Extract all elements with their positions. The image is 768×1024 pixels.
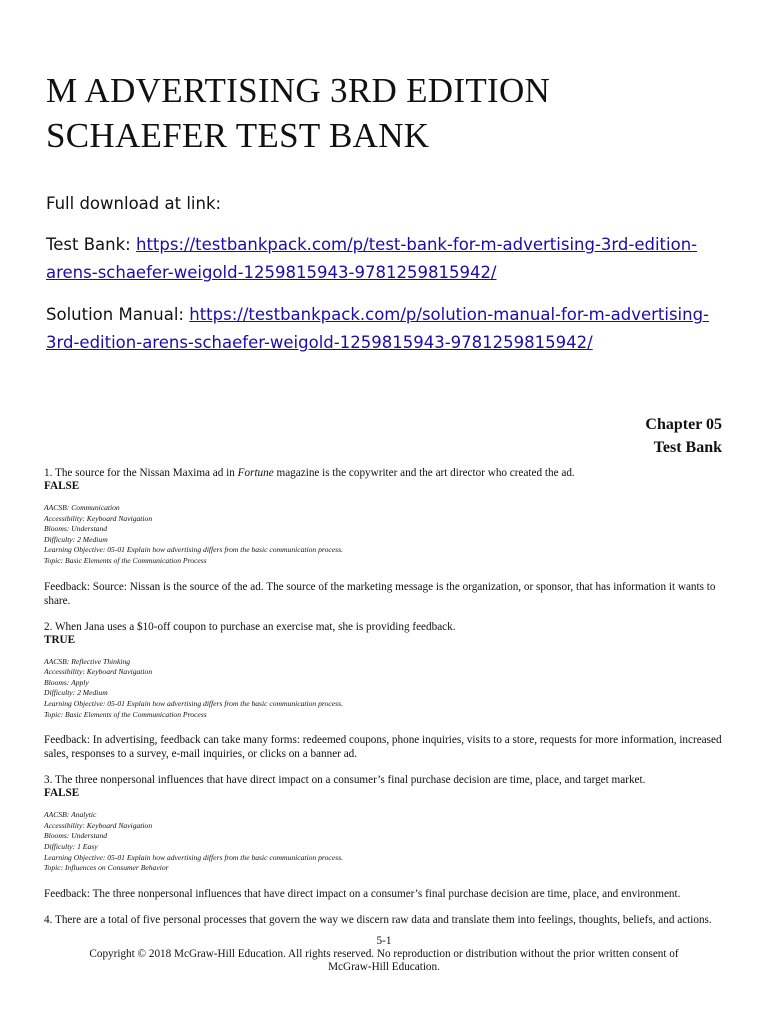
meta-line: Learning Objective: 05-01 Explain how advertising differs from the basic communication process. <box>44 852 343 862</box>
question-answer: FALSE <box>44 787 80 800</box>
meta-line: Accessibility: Keyboard Navigation <box>44 820 153 830</box>
question-feedback: Feedback: Source: Nissan is the source of the ad. The source of the marketing message is the organization, or sponsor, that has information it wants to share. <box>44 580 716 607</box>
meta-line: AACSB: Analytic <box>44 810 97 820</box>
meta-line: Difficulty: 1 Easy <box>44 841 98 851</box>
meta-line: Accessibility: Keyboard Navigation <box>44 513 153 523</box>
question-item <box>44 774 724 901</box>
question-text-part: 1. The source for the Nissan Maxima ad in <box>44 467 238 479</box>
meta-line: Learning Objective: 05-01 Explain how advertising differs from the basic communication process. <box>44 698 343 708</box>
meta-line: Topic: Basic Elements of the Communication Process <box>44 555 207 565</box>
meta-line: AACSB: Communication <box>44 503 120 512</box>
test-bank-url-line-1: https://testbankpack.com/p/test-bank-for-m-advertising-3rd-edition- <box>136 235 698 254</box>
test-bank-label: Test Bank: <box>46 235 136 254</box>
chapter-number: Chapter 05 <box>645 416 722 433</box>
question-feedback: Feedback: The three nonpersonal influences that have direct impact on a consumer’s final purchase decision are time, place, and environment. <box>44 887 681 900</box>
page-number: 5-1 <box>376 935 392 947</box>
question-text: 4. There are a total of five personal processes that govern the way we discern raw data and translate them into feelings, thoughts, beliefs, and actions. <box>44 913 712 926</box>
meta-line: Topic: Basic Elements of the Communication Process <box>44 709 207 719</box>
question-text: 3. The three nonpersonal influences that have direct impact on a consumer’s final purchase decision are time, place, and target market. <box>44 774 646 787</box>
meta-line: Learning Objective: 05-01 Explain how advertising differs from the basic communication process. <box>44 545 343 555</box>
question-list <box>44 467 724 927</box>
page-footer <box>40 935 728 974</box>
question-answer: FALSE <box>44 480 80 492</box>
meta-line: AACSB: Reflective Thinking <box>44 656 131 666</box>
question-metadata <box>44 503 724 567</box>
question-answer: TRUE <box>44 633 76 646</box>
question-metadata <box>44 810 724 874</box>
test-bank-link[interactable] <box>46 235 697 282</box>
question-item <box>44 621 724 762</box>
meta-line: Topic: Influences on Consumer Behavior <box>44 863 169 873</box>
question-text: 2. When Jana uses a $10-off coupon to purchase an exercise mat, she is providing feedback. <box>44 620 456 633</box>
meta-line: Difficulty: 2 Medium <box>44 688 108 698</box>
question-item <box>44 467 724 608</box>
meta-line: Blooms: Understand <box>44 524 108 534</box>
title-line-1: M ADVERTISING 3RD EDITION <box>46 71 551 110</box>
question-feedback: Feedback: In advertising, feedback can take many forms: redeemed coupons, phone inquiries, visits to a store, requests for more information, increased sales, responses to a survey, e-mail inquiries, or clicks on a banner ad. <box>44 734 722 761</box>
copyright-line-1: Copyright © 2018 McGraw-Hill Education. All rights reserved. No reproduction or distribution without the prior written consent of <box>89 948 679 960</box>
meta-line: Accessibility: Keyboard Navigation <box>44 667 153 677</box>
document-title <box>46 68 736 158</box>
solution-url-line-1: https://testbankpack.com/p/solution-manual-for-m-advertising- <box>189 305 710 324</box>
question-metadata <box>44 657 724 721</box>
meta-line: Blooms: Apply <box>44 677 89 687</box>
solution-manual-link-block <box>46 301 736 357</box>
magazine-title: Fortune <box>237 467 274 479</box>
question-text-part: magazine is the copywriter and the art director who created the ad. <box>273 467 575 479</box>
test-bank-url-line-2: arens-schaefer-weigold-1259815943-9781259815942/ <box>46 263 497 282</box>
copyright-line-2: McGraw-Hill Education. <box>328 961 440 973</box>
chapter-subtitle: Test Bank <box>653 439 722 456</box>
question-text <box>44 467 724 480</box>
meta-line: Difficulty: 2 Medium <box>44 534 108 544</box>
test-bank-link-block <box>46 231 736 287</box>
question-item <box>44 914 724 927</box>
chapter-heading <box>645 413 722 459</box>
title-line-2: SCHAEFER TEST BANK <box>46 116 430 155</box>
meta-line: Blooms: Understand <box>44 831 108 841</box>
download-intro: Full download at link: <box>46 194 222 213</box>
solution-url-line-2: 3rd-edition-arens-schaefer-weigold-1259815943-9781259815942/ <box>46 333 593 352</box>
solution-manual-label: Solution Manual: <box>46 305 190 324</box>
